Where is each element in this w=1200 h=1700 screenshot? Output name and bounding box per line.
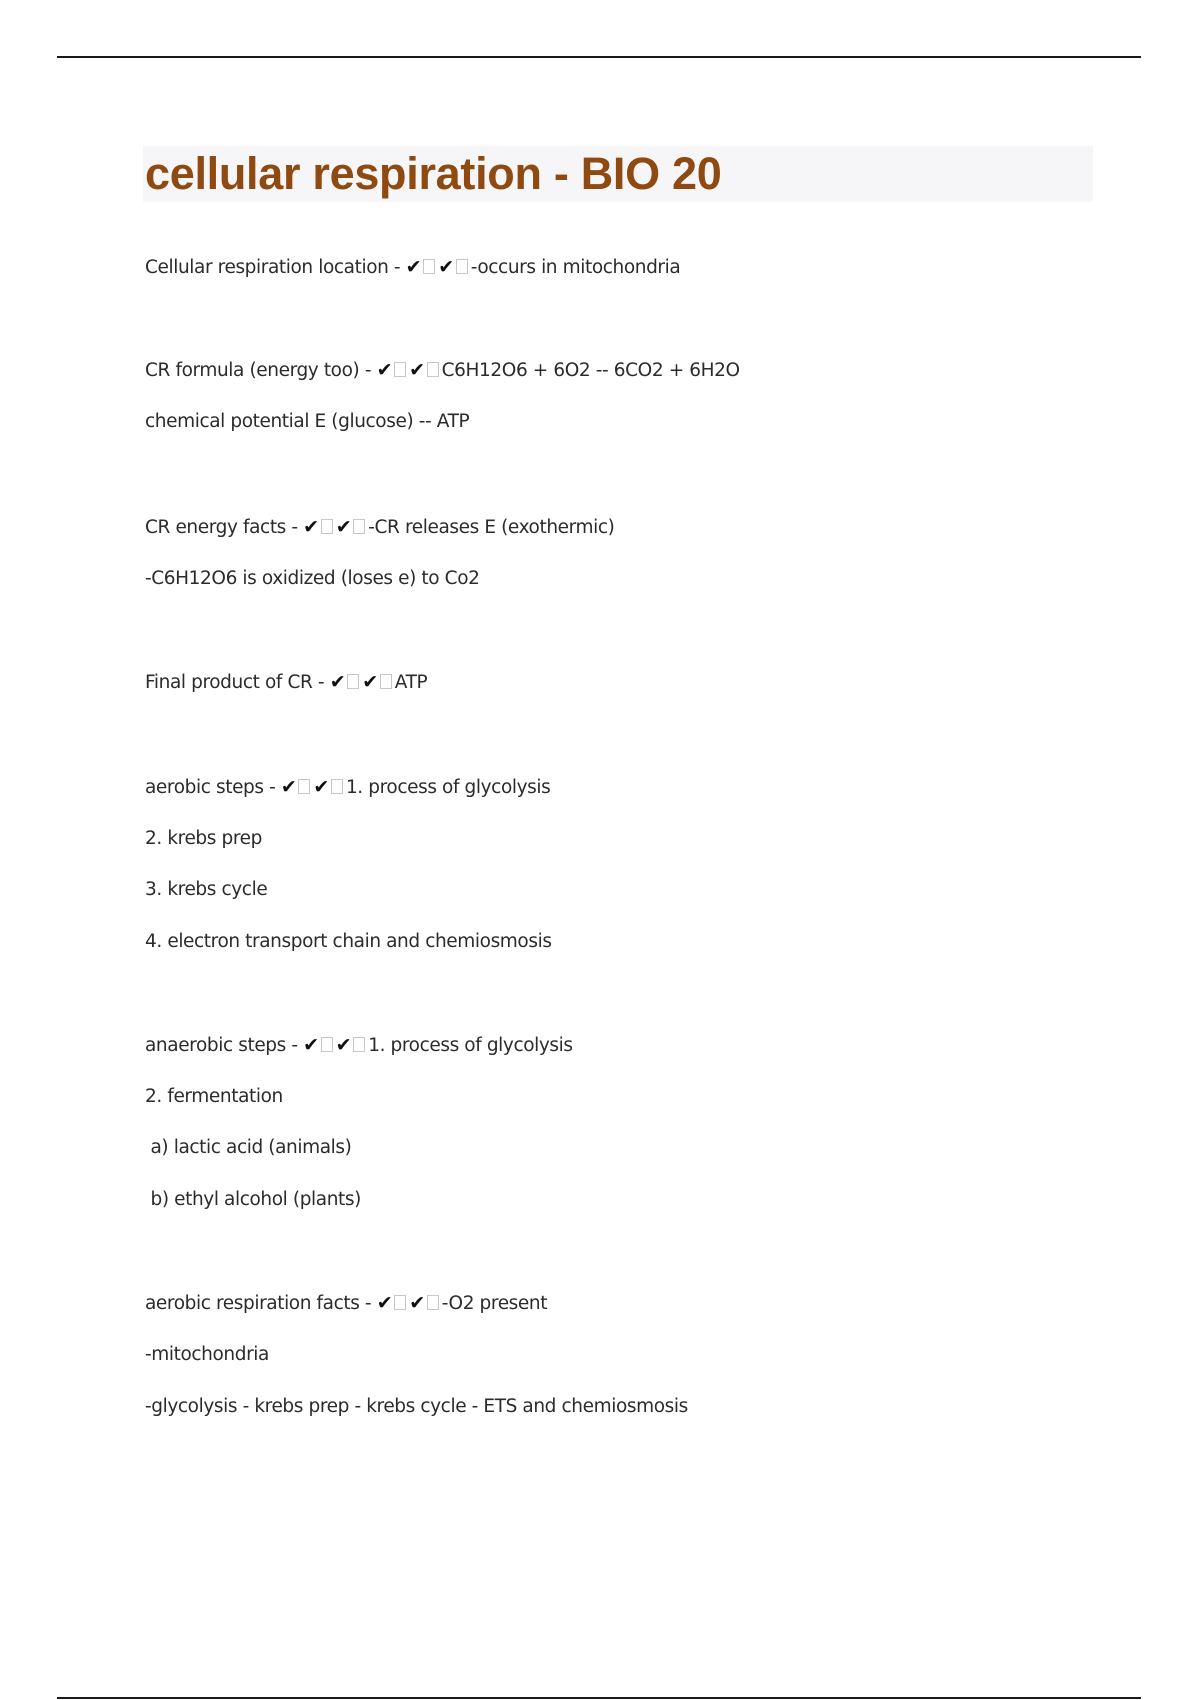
entry-detail-line: a) lactic acid (animals) — [145, 1137, 352, 1158]
check-icon: ✔ — [376, 1292, 393, 1314]
bottom-rule — [57, 1697, 1141, 1699]
missing-glyph-icon — [353, 1037, 365, 1052]
document-title: cellular respiration - BIO 20 — [145, 148, 722, 199]
entry-answer: -occurs in mitochondria — [470, 257, 681, 278]
entry-term: anaerobic steps - — [145, 1035, 304, 1056]
entry-detail-line: -C6H12O6 is oxidized (loses e) to Co2 — [145, 568, 480, 589]
entry-term: Final product of CR - — [145, 672, 330, 693]
missing-glyph-icon — [298, 779, 310, 794]
entry-detail-line: 2. fermentation — [145, 1086, 283, 1107]
entry-term-line — [145, 255, 680, 280]
entry-term: aerobic respiration facts - — [145, 1293, 377, 1314]
entry-term-line — [145, 358, 740, 383]
missing-glyph-icon — [380, 674, 392, 689]
check-icon: ✔ — [313, 776, 329, 798]
check-icon: ✔ — [303, 516, 319, 538]
entry-term: CR energy facts - — [145, 517, 304, 538]
missing-glyph-icon — [423, 259, 435, 274]
check-icon: ✔ — [409, 1292, 425, 1314]
check-icon: ✔ — [438, 256, 454, 278]
entry-answer: 1. process of glycolysis — [368, 1035, 573, 1056]
check-icon: ✔ — [362, 671, 378, 693]
missing-glyph-icon — [321, 1037, 333, 1052]
entry-detail-line: 4. electron transport chain and chemiosmosis — [145, 931, 552, 952]
entry-term-line — [145, 1033, 573, 1058]
check-icon: ✔ — [329, 671, 346, 693]
check-icon: ✔ — [335, 516, 352, 538]
missing-glyph-icon — [331, 779, 343, 794]
missing-glyph-icon — [427, 362, 439, 377]
missing-glyph-icon — [394, 1295, 406, 1310]
check-icon: ✔ — [405, 256, 422, 278]
check-icon: ✔ — [335, 1034, 352, 1056]
entry-detail-line: -glycolysis - krebs prep - krebs cycle - ETS and chemiosmosis — [145, 1396, 688, 1417]
missing-glyph-icon — [321, 519, 333, 534]
entry-term: Cellular respiration location - — [145, 257, 406, 278]
entry-term-line — [145, 670, 427, 695]
entry-answer: 1. process of glycolysis — [345, 777, 551, 798]
check-icon: ✔ — [376, 359, 393, 381]
missing-glyph-icon — [353, 519, 365, 534]
missing-glyph-icon — [427, 1295, 439, 1310]
entry-detail-line: -mitochondria — [145, 1344, 269, 1365]
check-icon: ✔ — [303, 1034, 319, 1056]
entry-detail-line: 3. krebs cycle — [145, 879, 268, 900]
check-icon: ✔ — [409, 359, 425, 381]
top-rule — [57, 56, 1141, 58]
entry-term: aerobic steps - — [145, 777, 281, 798]
check-icon: ✔ — [280, 776, 297, 798]
entry-term-line — [145, 1291, 547, 1316]
entry-term-line — [145, 515, 614, 540]
entry-detail-line: 2. krebs prep — [145, 828, 262, 849]
entry-answer: -CR releases E (exothermic) — [368, 517, 615, 538]
missing-glyph-icon — [456, 259, 468, 274]
entry-answer: C6H12O6 + 6O2 -- 6CO2 + 6H2O — [441, 360, 740, 381]
missing-glyph-icon — [347, 674, 359, 689]
entry-term-line — [145, 775, 550, 800]
missing-glyph-icon — [394, 362, 406, 377]
entry-answer: ATP — [394, 672, 428, 693]
entry-answer: -O2 present — [441, 1293, 548, 1314]
entry-detail-line: b) ethyl alcohol (plants) — [145, 1189, 361, 1210]
entry-term: CR formula (energy too) - — [145, 360, 377, 381]
entry-detail-line: chemical potential E (glucose) -- ATP — [145, 411, 470, 432]
